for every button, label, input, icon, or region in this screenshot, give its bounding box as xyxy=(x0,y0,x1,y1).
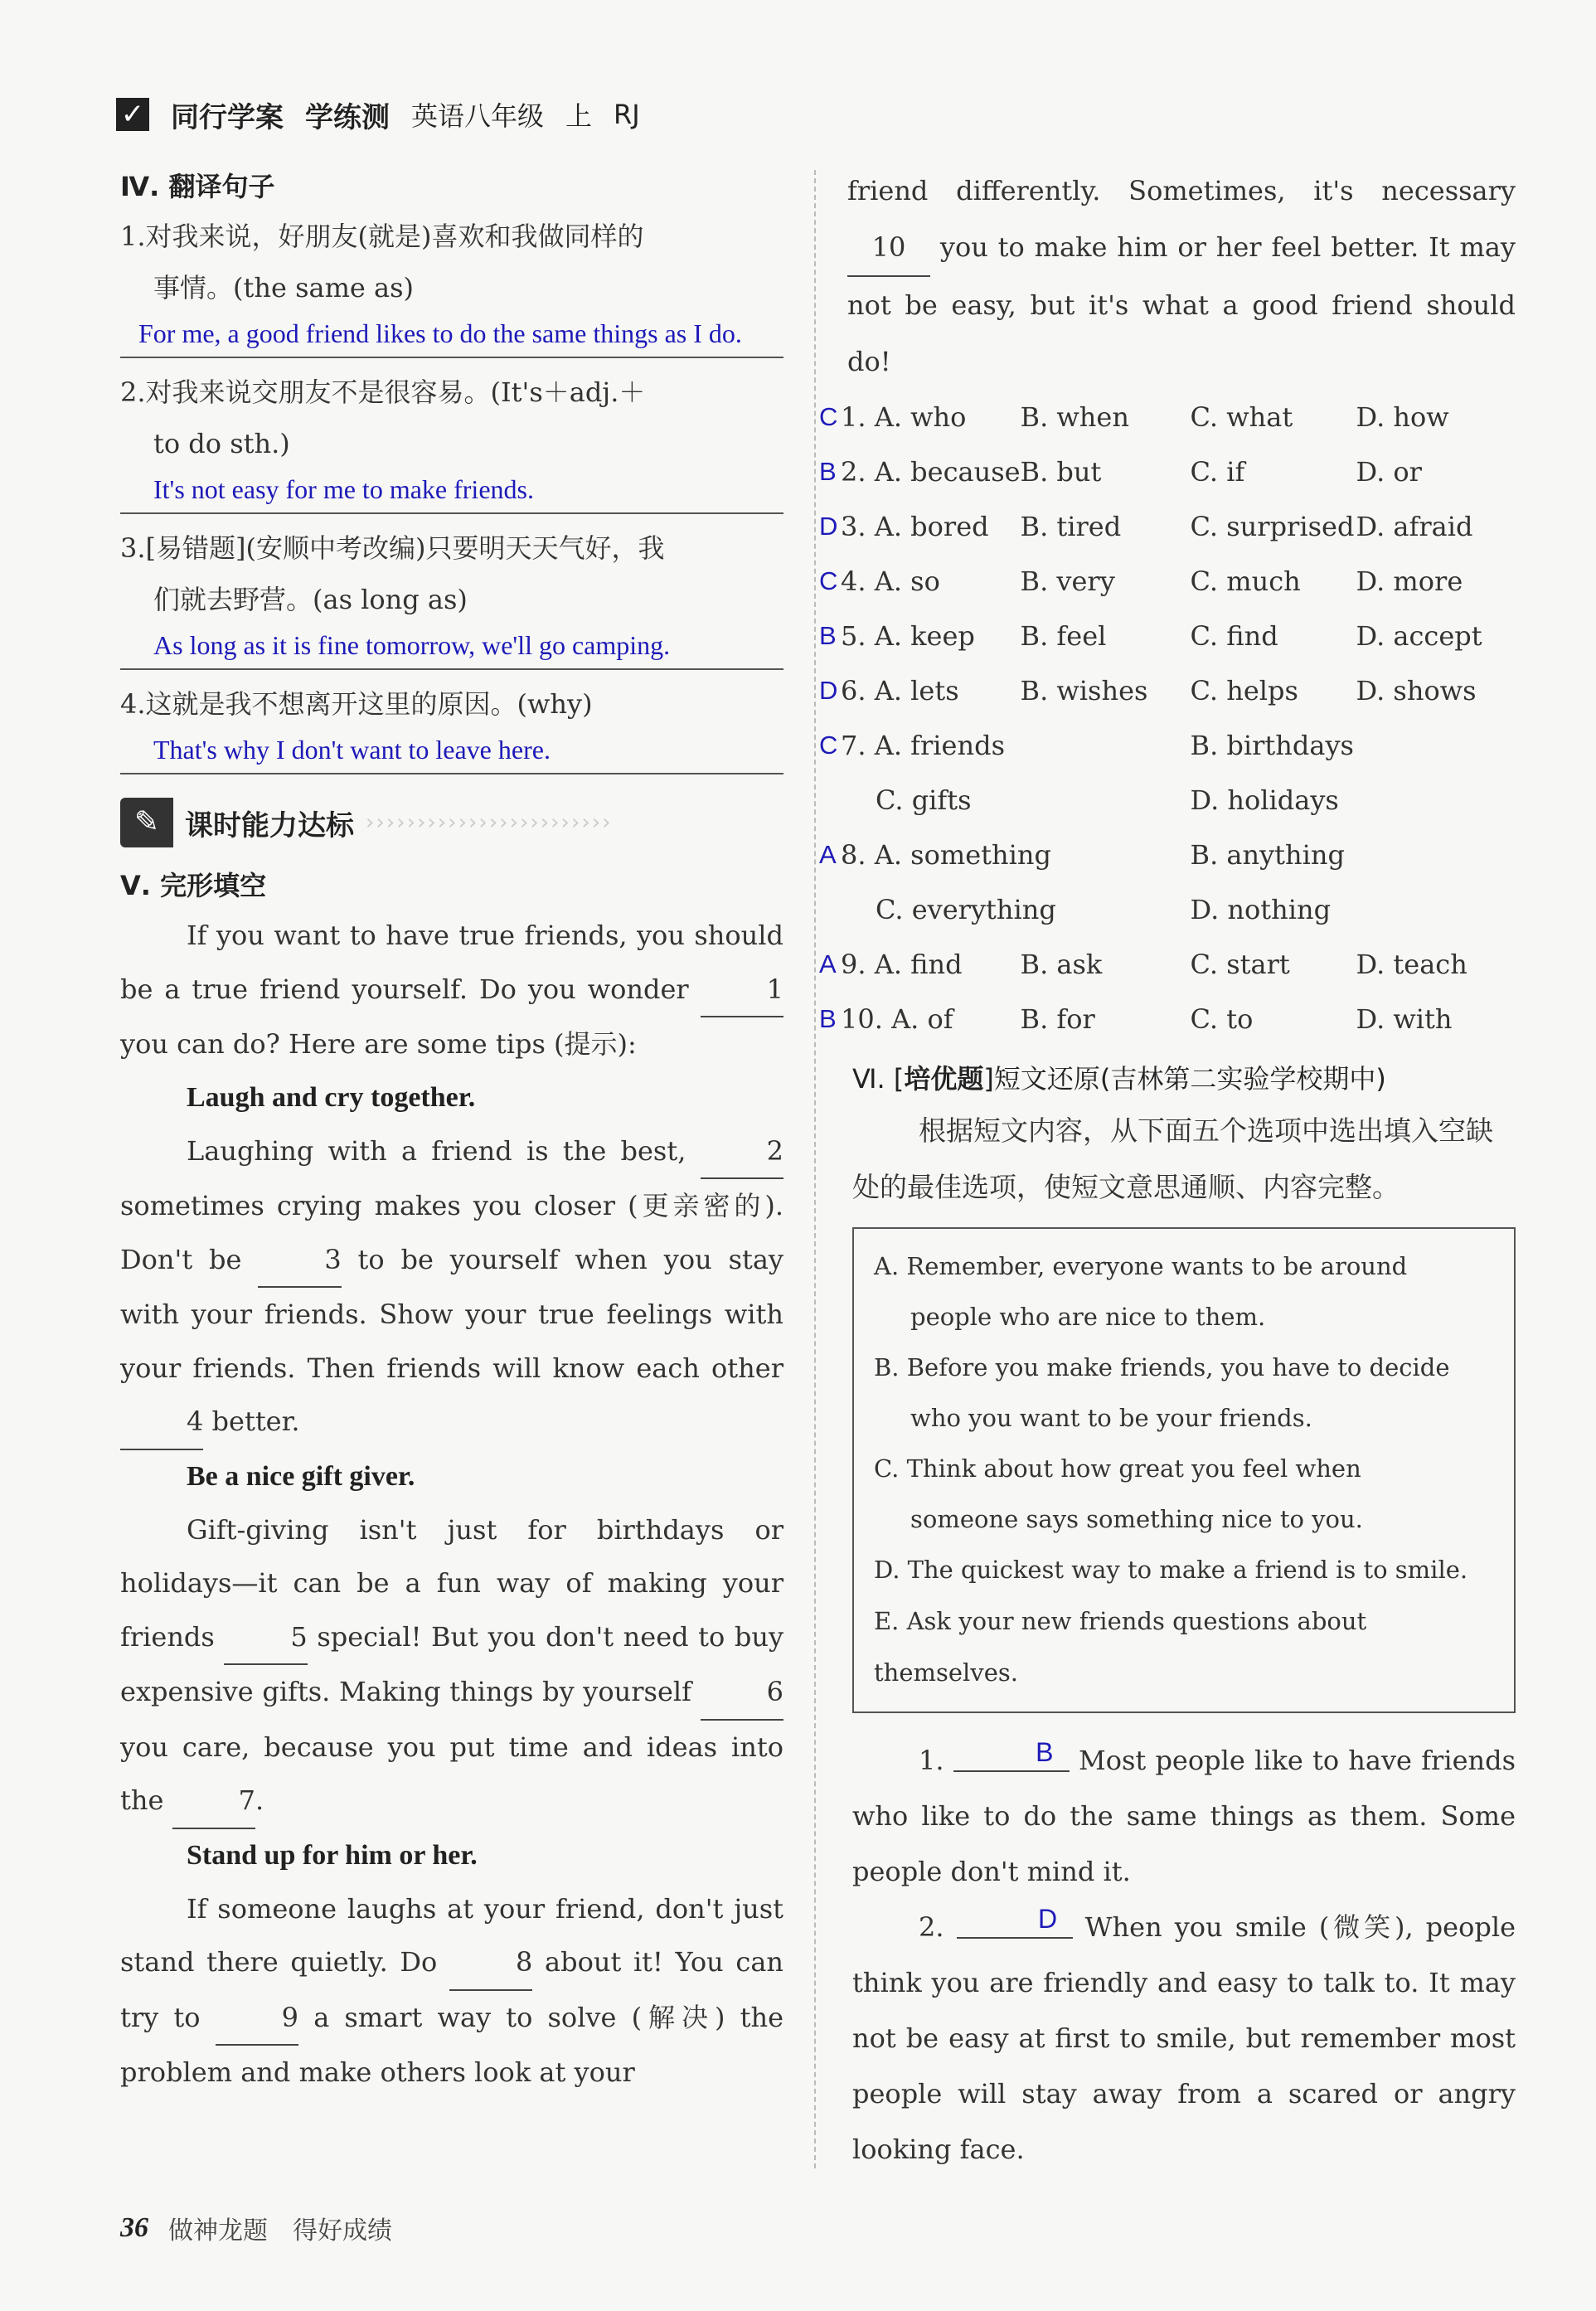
option-number: 5. xyxy=(841,620,866,652)
option-row xyxy=(819,937,1516,992)
option-b: B. tired xyxy=(1020,511,1122,542)
item-number: 4. xyxy=(120,688,146,720)
option-row xyxy=(819,718,1516,773)
option-b: B. for xyxy=(1020,1003,1095,1035)
option-a: A. who xyxy=(874,401,967,433)
option-a: A. friends xyxy=(874,730,1005,761)
option-c: C. gifts xyxy=(876,784,972,816)
cloze-text: to be yourself when you stay with your friends. Show your true feelings with your friends. Then friends will know each other xyxy=(120,1243,784,1384)
section-vi-title xyxy=(819,1058,1516,1096)
option-number: 10. xyxy=(841,1003,883,1035)
cloze-paragraph xyxy=(120,1882,783,2100)
option-a: A. of xyxy=(891,1003,953,1035)
check-icon: ✓ xyxy=(116,98,149,131)
option-number: 9. xyxy=(841,949,866,980)
item-prompt: 对我来说，好朋友(就是)喜欢和我做同样的 xyxy=(145,221,644,252)
option-number: 7. xyxy=(841,730,866,761)
tip-heading: Be a nice gift giver. xyxy=(187,1460,415,1492)
cloze-blank: 10 xyxy=(847,219,930,277)
answer-mark: D xyxy=(819,512,838,541)
option-d: D. shows xyxy=(1356,675,1477,706)
subject: 英语八年级 xyxy=(411,100,545,132)
option-a: A. lets xyxy=(874,675,959,706)
cloze-blank: 2 xyxy=(701,1124,783,1180)
option-text: Before you make friends, you have to decide xyxy=(906,1353,1450,1381)
option-c: C. start xyxy=(1190,949,1290,980)
option-row xyxy=(819,773,1516,828)
option-text: The quickest way to make a friend is to smile. xyxy=(907,1556,1468,1584)
section-vi-prefix: Ⅵ. [ xyxy=(852,1063,905,1095)
item-prompt-cont: to do sth.) xyxy=(153,428,290,459)
option-b: B. feel xyxy=(1020,620,1107,652)
item-prompt: 这就是我不想离开这里的原因。(why) xyxy=(145,688,593,720)
answer-mark: C xyxy=(819,731,838,760)
option-a: A. because xyxy=(874,456,1021,488)
box-option xyxy=(874,1443,1497,1544)
answer-mark: B xyxy=(819,457,837,486)
answer-mark: D xyxy=(819,676,838,705)
option-d: D. nothing xyxy=(1190,894,1332,925)
cloze-text: sometimes crying makes you closer (更亲密的). Don't be xyxy=(120,1190,783,1275)
option-b: B. birthdays xyxy=(1190,730,1354,761)
option-number: 8. xyxy=(841,839,866,871)
column-divider xyxy=(814,170,816,2168)
cloze-text: better. xyxy=(211,1406,300,1437)
section-iv-title: Ⅳ. 翻译句子 xyxy=(120,171,275,202)
series-name: 学练测 xyxy=(305,100,390,134)
option-d: D. accept xyxy=(1356,620,1482,652)
translation-item xyxy=(120,367,783,514)
cloze-blank: 3 xyxy=(258,1233,341,1289)
option-d: D. with xyxy=(1356,1003,1453,1035)
answer-line: As long as it is fine tomorrow, we'll go camping. xyxy=(120,625,783,670)
section-vi-tag: 培优题 xyxy=(904,1063,984,1095)
cloze-text: If someone laughs at your friend, don't just stand there quietly. Do xyxy=(120,1892,783,1978)
item-number: 2. xyxy=(120,376,146,408)
answer-mark: C xyxy=(819,566,838,595)
option-b: B. when xyxy=(1020,401,1129,433)
cloze-text: a smart way to solve (解决) the problem and make others look at your xyxy=(120,2001,784,2088)
term: 上 xyxy=(565,100,593,132)
option-a: A. keep xyxy=(874,620,975,652)
page-number: 36 xyxy=(120,2212,148,2243)
passage-paragraph xyxy=(819,1900,1516,2177)
option-text: Remember, everyone wants to be around xyxy=(906,1252,1408,1280)
cloze-text: about it! You can try to xyxy=(120,1946,784,2033)
answer-blank: D xyxy=(957,1901,1073,1939)
option-c: C. what xyxy=(1190,401,1293,433)
option-number: 1. xyxy=(841,401,866,433)
option-c: C. to xyxy=(1190,1003,1254,1035)
chevron-decoration-icon: ›››››››››››››››››››››››› xyxy=(366,810,613,835)
box-option xyxy=(874,1342,1497,1443)
cloze-paragraph-continued xyxy=(819,163,1516,390)
option-row xyxy=(819,882,1516,937)
option-text: Ask your new friends questions about themselves. xyxy=(874,1607,1367,1687)
edition: RJ xyxy=(614,99,640,130)
section-vi-instruction: 根据短文内容，从下面五个选项中选出填入空缺处的最佳选项，使短文意思通顺、内容完整。 xyxy=(852,1114,1493,1203)
cloze-text: you care, because you put time and ideas into the xyxy=(120,1731,783,1816)
option-text-cont: someone says something nice to you. xyxy=(910,1505,1363,1533)
option-d: D. how xyxy=(1356,401,1449,433)
option-text-cont: who you want to be your friends. xyxy=(910,1404,1312,1432)
option-b: B. anything xyxy=(1190,839,1345,871)
banner-title: 课时能力达标 xyxy=(185,808,354,842)
right-column xyxy=(819,163,1516,2177)
option-row xyxy=(819,828,1516,882)
option-number: 2. xyxy=(841,456,866,488)
brand-name: 同行学案 xyxy=(171,100,284,134)
option-c: C. helps xyxy=(1190,675,1298,706)
option-text-cont: people who are nice to them. xyxy=(910,1303,1266,1331)
cloze-text: Laughing with a friend is the best, xyxy=(187,1134,686,1167)
section-vi-suffix: ]短文还原(吉林第二实验学校期中) xyxy=(983,1063,1386,1095)
cloze-text: . xyxy=(255,1784,264,1816)
option-a: A. bored xyxy=(874,511,989,542)
item-prompt-cont: 事情。(the same as) xyxy=(153,272,415,303)
option-row xyxy=(819,663,1516,718)
cloze-blank: 5 xyxy=(224,1610,307,1666)
cloze-blank: 7 xyxy=(172,1774,255,1829)
answer-mark: B xyxy=(819,1004,837,1033)
section-v-title: Ⅴ. 完形填空 xyxy=(120,870,267,901)
left-column xyxy=(120,163,783,2100)
option-d: D. or xyxy=(1356,456,1422,488)
translation-item xyxy=(120,678,783,774)
option-number: 6. xyxy=(841,675,866,706)
option-text: Think about how great you feel when xyxy=(906,1454,1361,1483)
answer-line: For me, a good friend likes to do the same things as I do. xyxy=(120,313,783,358)
option-d: D. afraid xyxy=(1356,511,1473,542)
translation-item xyxy=(120,211,783,358)
cloze-blank: 4 xyxy=(120,1395,203,1450)
answer-mark: C xyxy=(819,402,838,431)
answer-mark: A xyxy=(819,840,837,869)
footer-slogan: 做神龙题 得好成绩 xyxy=(168,2216,392,2245)
option-label: A. xyxy=(874,1252,900,1280)
option-c: C. if xyxy=(1190,456,1245,488)
pen-icon: ✎ xyxy=(120,798,173,847)
option-a: A. find xyxy=(874,949,963,980)
translation-item xyxy=(120,522,783,670)
item-prompt-cont: 们就去野营。(as long as) xyxy=(153,584,468,615)
option-label: C. xyxy=(874,1454,900,1483)
cloze-text: you can do? Here are some tips (提示): xyxy=(120,1028,637,1060)
section-banner xyxy=(120,796,783,849)
cloze-blank: 8 xyxy=(449,1935,532,1991)
tip-heading: Laugh and cry together. xyxy=(187,1081,476,1113)
option-c: C. everything xyxy=(876,894,1056,925)
cloze-text: friend differently. Sometimes, it's necessary xyxy=(847,175,1516,206)
answer-blank: B xyxy=(953,1734,1070,1772)
cloze-blank: 9 xyxy=(216,1991,298,2046)
box-option xyxy=(874,1240,1497,1342)
cloze-text: If you want to have true friends, you should be a true friend yourself. Do you wonder xyxy=(120,920,783,1005)
option-b: B. but xyxy=(1020,456,1102,488)
option-number: 4. xyxy=(841,566,866,597)
item-prompt: 对我来说交朋友不是很容易。(It's＋adj.＋ xyxy=(145,376,646,408)
option-c: C. much xyxy=(1190,566,1301,597)
answer-line: That's why I don't want to leave here. xyxy=(120,730,783,774)
page-footer xyxy=(120,2210,392,2246)
passage-paragraph xyxy=(819,1733,1516,1900)
option-label: B. xyxy=(874,1353,900,1381)
option-c: C. find xyxy=(1190,620,1278,652)
option-d: D. teach xyxy=(1356,949,1467,980)
option-row xyxy=(819,499,1516,554)
option-d: D. more xyxy=(1356,566,1463,597)
cloze-options-table xyxy=(819,390,1516,1046)
answer-mark: B xyxy=(819,621,837,650)
question-number: 2. xyxy=(919,1911,944,1943)
option-row xyxy=(819,444,1516,499)
option-b: B. very xyxy=(1020,566,1115,597)
box-option xyxy=(874,1595,1497,1698)
option-a: A. so xyxy=(874,566,940,597)
item-number: 3. xyxy=(120,532,146,564)
option-a: A. something xyxy=(874,839,1051,871)
cloze-paragraph xyxy=(120,909,783,1071)
cloze-text: special! But you don't need to buy expensive gifts. Making things by yourself xyxy=(120,1620,784,1707)
option-d: D. holidays xyxy=(1190,784,1339,816)
options-box xyxy=(852,1227,1516,1713)
page-header xyxy=(116,90,640,139)
option-c: C. surprised xyxy=(1190,511,1355,542)
box-option xyxy=(874,1544,1497,1595)
option-b: B. wishes xyxy=(1020,675,1148,706)
tip-heading: Stand up for him or her. xyxy=(187,1839,478,1871)
answer-mark: A xyxy=(819,949,837,978)
item-prompt: [易错题](安顺中考改编)只要明天天气好，我 xyxy=(145,532,665,564)
option-row xyxy=(819,609,1516,663)
cloze-paragraph xyxy=(120,1124,783,1450)
passage-text: Most people like to have friends who like to do the same things as them. Some people don't mind it. xyxy=(852,1745,1516,1887)
option-row xyxy=(819,554,1516,609)
question-number: 1. xyxy=(919,1745,944,1776)
cloze-text: Gift-giving isn't just for birthdays or holidays—it can be a fun way of making your friends xyxy=(120,1513,783,1653)
cloze-blank: 1 xyxy=(701,963,783,1018)
passage-text: When you smile (微笑), people think you are friendly and easy to talk to. It may not be easy at first to smile, but remember most people will stay away from a scared or angry looking face. xyxy=(852,1911,1516,2165)
option-row xyxy=(819,992,1516,1046)
answer-line: It's not easy for me to make friends. xyxy=(120,469,783,514)
item-number: 1. xyxy=(120,221,146,252)
option-b: B. ask xyxy=(1020,949,1103,980)
option-label: E. xyxy=(874,1607,900,1635)
option-label: D. xyxy=(874,1556,900,1584)
cloze-blank: 6 xyxy=(701,1665,783,1721)
option-row xyxy=(819,390,1516,444)
cloze-paragraph xyxy=(120,1503,783,1829)
option-number: 3. xyxy=(841,511,866,542)
cloze-text: you to make him or her feel better. It may not be easy, but it's what a good friend should do! xyxy=(847,231,1516,377)
